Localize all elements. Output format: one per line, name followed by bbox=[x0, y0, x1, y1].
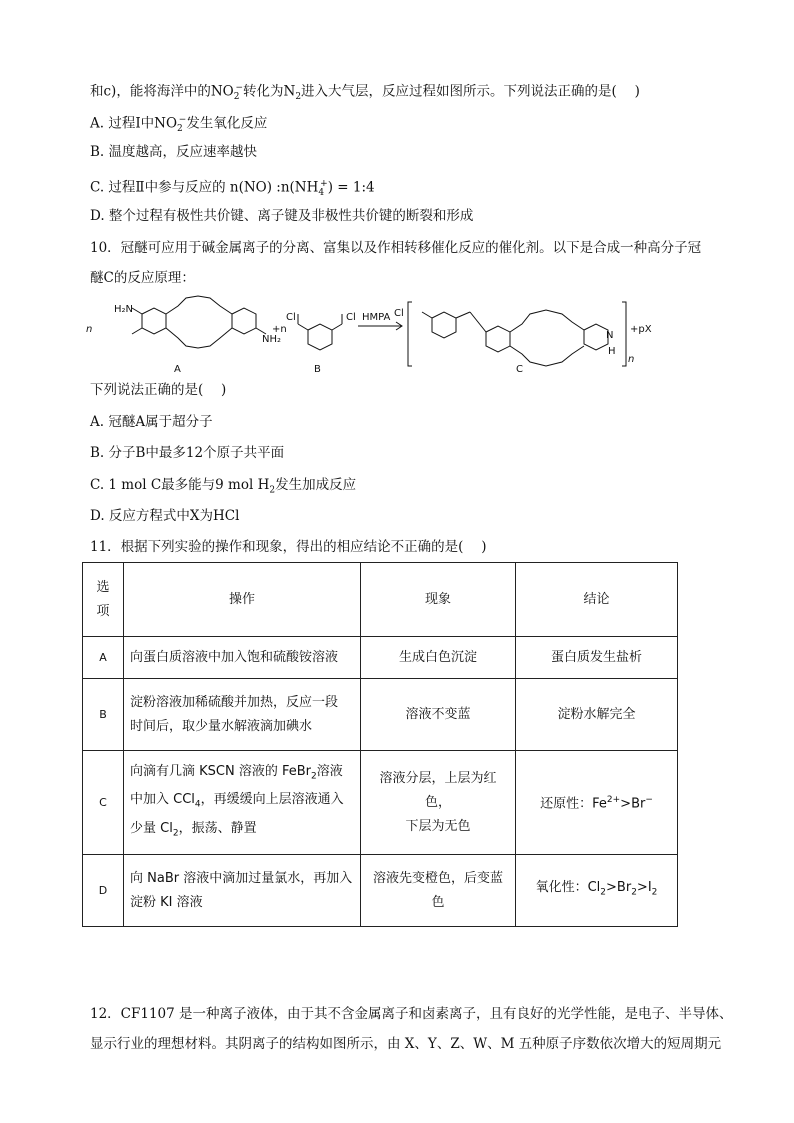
q9-option-d: D. 整个过程有极性共价键、离子键及非极性共价键的断裂和形成 bbox=[90, 208, 474, 224]
label-h2n: H₂N bbox=[114, 304, 134, 315]
table-row bbox=[83, 637, 678, 679]
molecule-a-crown-top bbox=[166, 296, 232, 314]
table-header-row bbox=[83, 563, 678, 637]
coef-n-c: n bbox=[628, 354, 635, 365]
row-operation: 向滴有几滴 KSCN 溶液的 FeBr$_2$溶液 中加入 CCl$_4$，再缓缓向上层溶液通入 少量 $Cl_2$，振荡、静置 bbox=[124, 751, 361, 855]
label-n-c: N bbox=[606, 330, 614, 341]
table-row bbox=[83, 855, 678, 927]
label-cl-b-right: Cl bbox=[346, 312, 356, 323]
polymer-bracket-left bbox=[408, 302, 412, 366]
molecule-a-right-ring bbox=[232, 308, 256, 334]
row-option: D bbox=[83, 855, 124, 927]
row-option: A bbox=[83, 637, 124, 679]
molecule-b-ring bbox=[308, 324, 332, 350]
molecule-a-crown-bottom bbox=[166, 328, 232, 348]
table-row bbox=[83, 679, 678, 751]
label-nh2: NH₂ bbox=[262, 334, 282, 345]
row-conclusion: 蛋白质发生盐析 bbox=[516, 637, 678, 679]
q10-option-d: D. 反应方程式中X为HCl bbox=[90, 508, 240, 524]
experiment-table bbox=[82, 562, 678, 927]
q10-stem-line1: 10．冠醚可应用于碱金属离子的分离、富集以及作相转移催化反应的催化剂。以下是合成一种高分子冠 bbox=[90, 240, 702, 256]
q11-stem: 11．根据下列实验的操作和现象，得出的相应结论不正确的是( ) bbox=[90, 539, 487, 555]
row-conclusion: 氧化性：$Cl_2>Br_2>I_2$ bbox=[516, 855, 678, 927]
row-conclusion: 淀粉水解完全 bbox=[516, 679, 678, 751]
row-phenomenon: 溶液分层，上层为红色， 下层为无色 bbox=[361, 751, 516, 855]
q9-option-b: B. 温度越高，反应速率越快 bbox=[90, 144, 258, 160]
q10-question: 下列说法正确的是( ) bbox=[90, 382, 227, 398]
label-molecule-c: C bbox=[516, 364, 523, 375]
coef-n-a: n bbox=[86, 324, 93, 335]
label-cl-b-left: Cl bbox=[286, 312, 296, 323]
coef-n-b: +n bbox=[272, 324, 287, 335]
reaction-scheme-svg bbox=[86, 292, 686, 378]
row-conclusion: 还原性：$Fe^{2+}>Br^-$ bbox=[516, 751, 678, 855]
polymer-bracket-right bbox=[622, 302, 626, 366]
row-phenomenon: 生成白色沉淀 bbox=[361, 637, 516, 679]
coef-px: +pX bbox=[630, 324, 652, 335]
q9-option-a: A. 过程Ⅰ中$NO_2^-$发生氧化反应 bbox=[90, 115, 268, 135]
reaction-scheme bbox=[86, 292, 686, 378]
label-h-c: H bbox=[608, 346, 616, 357]
q9-option-c: C. 过程Ⅱ中参与反应的 n(NO) $:n(NH_4^+)$ = 1:4 bbox=[90, 179, 375, 199]
row-option: C bbox=[83, 751, 124, 855]
q9-intro: 和c)，能将海洋中的$NO_2^-$转化为$N_2$进入大气层，反应过程如图所示。下列说法正确的是( ) bbox=[90, 83, 640, 103]
table-row bbox=[83, 751, 678, 855]
row-phenomenon: 溶液先变橙色，后变蓝色 bbox=[361, 855, 516, 927]
q10-option-b: B. 分子B中最多12个原子共平面 bbox=[90, 445, 285, 461]
q10-stem-line2: 醚C的反应原理： bbox=[90, 270, 195, 286]
label-molecule-b: B bbox=[314, 364, 321, 375]
header-phenomenon: 现象 bbox=[361, 563, 516, 637]
header-option: 选 项 bbox=[83, 563, 124, 637]
row-operation: 向 NaBr 溶液中滴加过量氯水，再加入 淀粉 KI 溶液 bbox=[124, 855, 361, 927]
row-option: B bbox=[83, 679, 124, 751]
q12-stem-line1: 12．CF1107 是一种离子液体，由于其不含金属离子和卤素离子，且有良好的光学性能，是电子、半导体、 bbox=[90, 1006, 733, 1022]
molecule-a-left-ring bbox=[142, 308, 166, 334]
label-hmpa: HMPA bbox=[362, 312, 391, 323]
row-operation: 向蛋白质溶液中加入饱和硫酸铵溶液 bbox=[124, 637, 361, 679]
header-operation: 操作 bbox=[124, 563, 361, 637]
label-molecule-a: A bbox=[174, 364, 181, 375]
q10-option-c: C. 1 mol C最多能与9 mol $H_2$发生加成反应 bbox=[90, 477, 357, 496]
q10-option-a: A. 冠醚A属于超分子 bbox=[90, 414, 213, 430]
q12-stem-line2: 显示行业的理想材料。其阴离子的结构如图所示，由 X、Y、Z、W、M 五种原子序数依次增大的短周期元 bbox=[90, 1036, 722, 1052]
header-conclusion: 结论 bbox=[516, 563, 678, 637]
label-cl-c: Cl bbox=[394, 308, 404, 319]
row-phenomenon: 溶液不变蓝 bbox=[361, 679, 516, 751]
row-operation: 淀粉溶液加稀硫酸并加热，反应一段 时间后，取少量水解液滴加碘水 bbox=[124, 679, 361, 751]
